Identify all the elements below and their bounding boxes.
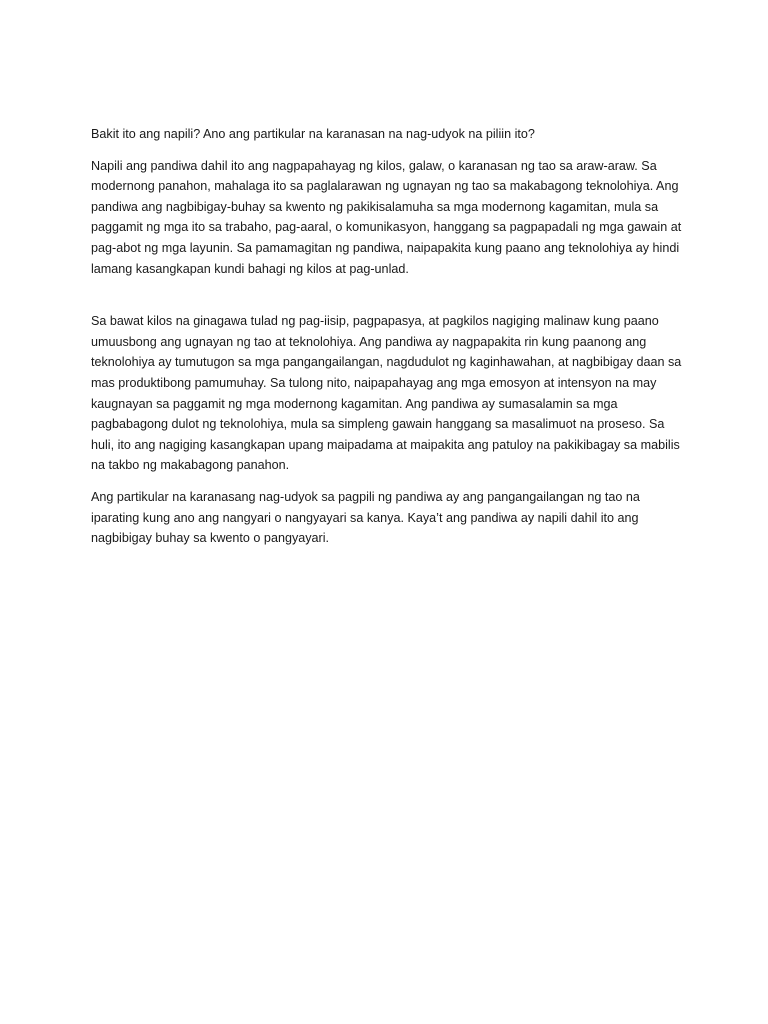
document-body [91, 124, 687, 560]
question-line: Bakit ito ang napili? Ano ang partikular na karanasan na nag-udyok na piliin ito? [91, 127, 535, 141]
paragraph-3: Ang partikular na karanasang nag-udyok sa pagpili ng pandiwa ay ang pangangailangan ng tao na iparating kung ano ang nangyari o nangyayari sa kanya. Kaya’t ang pandiwa ay napili dahil ito ang nagbibigay buhay sa kwento o pangyayari. [91, 489, 640, 546]
paragraph-2: Sa bawat kilos na ginagawa tulad ng pag-iisip, pagpapasya, at pagkilos nagiging malinaw kung paano umuusbong ang ugnayan ng tao at teknolohiya. Ang pandiwa ay nagpapakita rin kung paanong ang teknolohiya ay tumutugon sa mga pangangailangan, nagdudulot ng kaginhawahan, at nagbibigay daan sa mas produktibong pamumuhay. Sa tulong nito, naipapahayag ang mga emosyon at intensyon na may kaugnayan sa paggamit ng mga modernong kagamitan. Ang pandiwa ay sumasalamin sa mga pagbabagong dulot ng teknolohiya, mula sa simpleng gawain hanggang sa masalimuot na proseso. Sa huli, ito ang nagiging kasangkapan upang maipadama at maipakita ang patuloy na pakikibagay sa mabilis na takbo ng makabagong panahon. [91, 314, 682, 473]
paragraph-1: Napili ang pandiwa dahil ito ang nagpapahayag ng kilos, galaw, o karanasan ng tao sa araw-araw. Sa modernong panahon, mahalaga ito sa paglalarawan ng ugnayan ng tao sa makabagong teknolohiya. Ang pandiwa ang nagbibigay-buhay sa kwento ng pakikisalamuha sa mga modernong kagamitan, mula sa paggamit ng mga ito sa trabaho, pag-aaral, o komunikasyon, hanggang sa pagpapadali ng mga gawain at pag-abot ng mga layunin. Sa pamamagitan ng pandiwa, naipapakita kung paano ang teknolohiya ay hindi lamang kasangkapan kundi bahagi ng kilos at pag-unlad. [91, 158, 682, 276]
